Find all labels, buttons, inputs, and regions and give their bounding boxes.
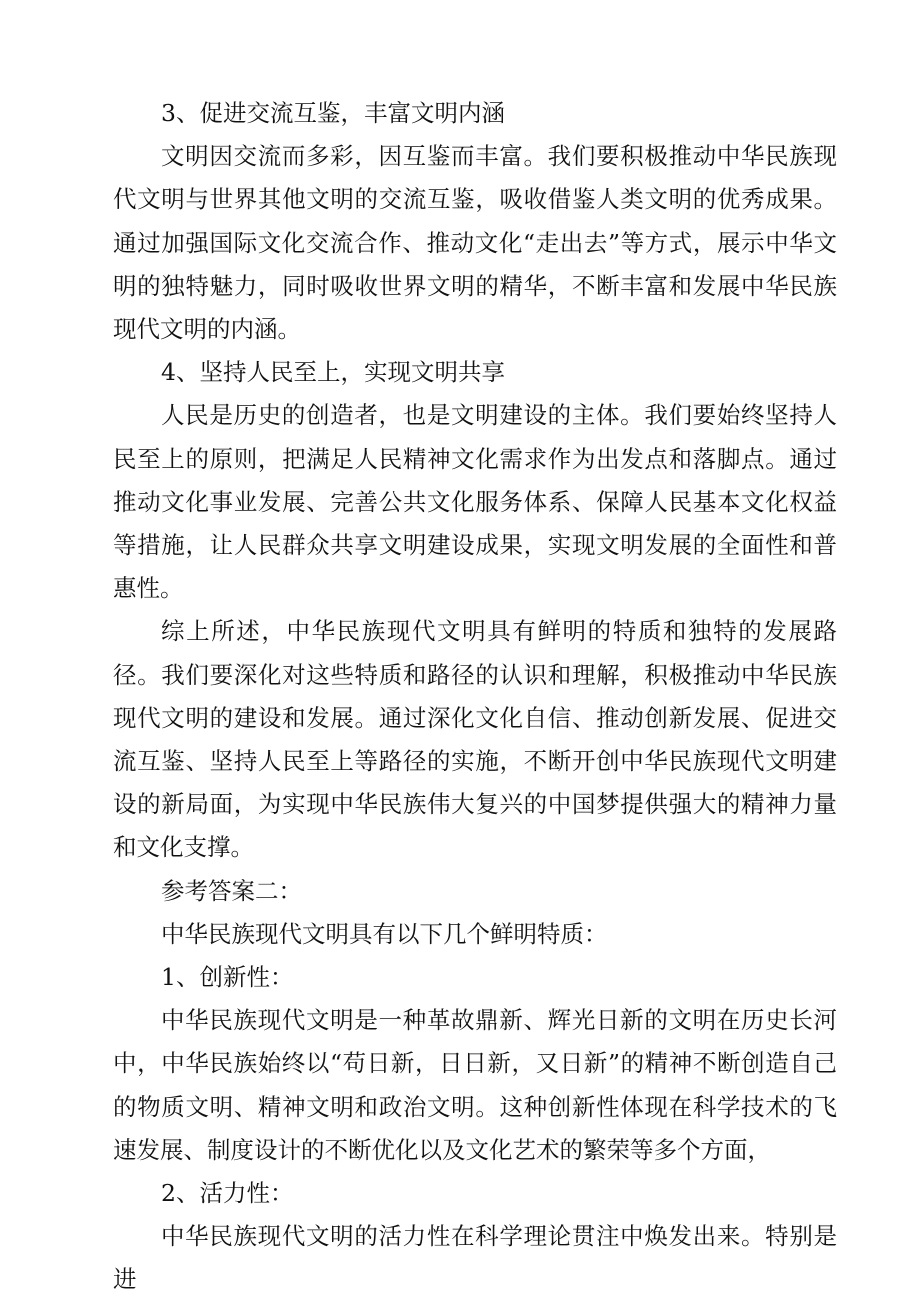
- trait-heading-1: 1、创新性：: [161, 963, 294, 992]
- paragraph-innovation: 中华民族现代文明是一种革故鼎新、辉光日新的文明在历史长河中，中华民族始终以“苟日新，日日新，又日新”的精神不断创造自己的物质文明、精神文明和政治文明。这种创新性体现在科学技术的飞速发展、制度设计的不断优化以及文化艺术的繁荣等多个方面，: [113, 1006, 837, 1164]
- paragraph-exchange: 文明因交流而多彩，因互鉴而丰富。我们要积极推动中华民族现代文明与世界其他文明的交流互鉴，吸收借鉴人类文明的优秀成果。通过加强国际文化交流合作、推动文化“走出去”等方式，展示中华文明的独特魅力，同时吸收世界文明的精华，不断丰富和发展中华民族现代文明的内涵。: [113, 142, 837, 344]
- trait-heading-2: 2、活力性：: [161, 1179, 294, 1208]
- section-heading-3: 3、促进交流互鉴，丰富文明内涵: [161, 99, 505, 127]
- paragraph-people: 人民是历史的创造者，也是文明建设的主体。我们要始终坚持人民至上的原则，把满足人民精神文化需求作为出发点和落脚点。通过推动文化事业发展、完善公共文化服务体系、保障人民基本文化权益等措施，让人民群众共享文明建设成果，实现文明发展的全面性和普惠性。: [113, 401, 837, 603]
- section-heading-4: 4、坚持人民至上，实现文明共享: [161, 358, 505, 387]
- traits-intro: 中华民族现代文明具有以下几个鲜明特质：: [161, 919, 608, 948]
- paragraph-vitality: 中华民族现代文明的活力性在科学理论贯注中焕发出来。特别是进: [113, 1222, 837, 1294]
- answer-two-heading: 参考答案二：: [161, 876, 302, 905]
- paragraph-summary: 综上所述，中华民族现代文明具有鲜明的特质和独特的发展路径。我们要深化对这些特质和路径的认识和理解，积极推动中华民族现代文明的建设和发展。通过深化文化自信、推动创新发展、促进交流互鉴、坚持人民至上等路径的实施，不断开创中华民族现代文明建设的新局面，为实现中华民族伟大复兴的中国梦提供强大的精神力量和文化支撑。: [113, 617, 837, 862]
- document-body: [113, 92, 837, 1301]
